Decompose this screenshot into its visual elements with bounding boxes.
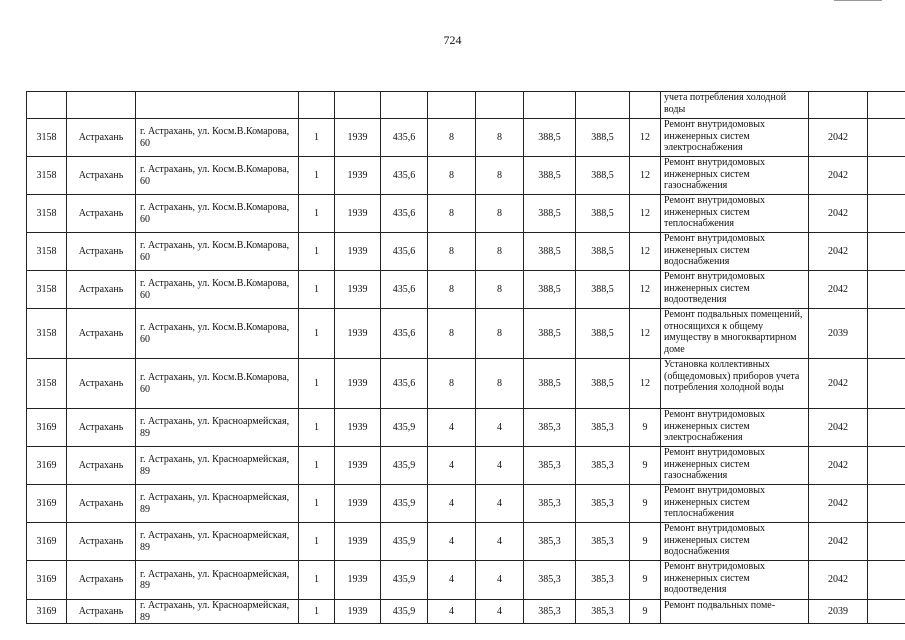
- quantity-cell: 4: [428, 409, 476, 447]
- planned-year-cell: 2042: [809, 195, 868, 233]
- table-cell: [299, 92, 335, 119]
- object-id-cell: 3169: [27, 447, 67, 485]
- empty-cell: [868, 195, 905, 233]
- build-year-cell: 1939: [335, 271, 381, 309]
- work-type-cell: Ремонт внутридомовых инженерных систем теплоснабжения: [661, 485, 809, 523]
- table-row: [27, 409, 905, 447]
- quantity-cell: 8: [428, 359, 476, 409]
- city-cell: Астрахань: [67, 409, 136, 447]
- build-year-cell: 1939: [335, 447, 381, 485]
- city-cell: Астрахань: [67, 600, 136, 624]
- build-year-cell: 1939: [335, 119, 381, 157]
- quantity-cell: 8: [428, 309, 476, 359]
- planned-year-cell: 2042: [809, 561, 868, 600]
- empty-cell: [868, 447, 905, 485]
- empty-cell: [868, 561, 905, 600]
- planned-year-cell: 2042: [809, 271, 868, 309]
- count-cell: 1: [299, 233, 335, 271]
- quantity-cell: 4: [428, 485, 476, 523]
- table-row: [27, 271, 905, 309]
- address-cell: г. Астрахань, ул. Косм.В.Комарова, 60: [136, 157, 299, 195]
- empty-cell: [868, 233, 905, 271]
- count-cell: 1: [299, 485, 335, 523]
- quantity-cell: 4: [428, 447, 476, 485]
- quantity-cell: 4: [476, 447, 524, 485]
- city-cell: Астрахань: [67, 195, 136, 233]
- object-id-cell: 3158: [27, 195, 67, 233]
- work-type-cell: Ремонт внутридомовых инженерных систем водоотведения: [661, 561, 809, 600]
- planned-year-cell: 2042: [809, 157, 868, 195]
- table-cell: [476, 92, 524, 119]
- residents-cell: 12: [630, 309, 661, 359]
- residents-cell: 12: [630, 233, 661, 271]
- empty-cell: [868, 600, 905, 624]
- table-cell: [381, 92, 428, 119]
- total-area-cell: 435,6: [381, 309, 428, 359]
- total-area-cell: 435,9: [381, 409, 428, 447]
- planned-year-cell: 2039: [809, 309, 868, 359]
- planned-year-cell: 2042: [809, 485, 868, 523]
- residents-cell: 9: [630, 600, 661, 624]
- quantity-cell: 4: [428, 561, 476, 600]
- living-area-cell: 388,5: [524, 309, 576, 359]
- total-area-cell: 435,6: [381, 157, 428, 195]
- table-cell: [630, 92, 661, 119]
- table-cell: [136, 92, 299, 119]
- count-cell: 1: [299, 195, 335, 233]
- empty-cell: [868, 485, 905, 523]
- living-area-cell: 385,3: [524, 409, 576, 447]
- planned-year-cell: 2042: [809, 447, 868, 485]
- address-cell: г. Астрахань, ул. Красноармейская, 89: [136, 485, 299, 523]
- build-year-cell: 1939: [335, 359, 381, 409]
- city-cell: Астрахань: [67, 157, 136, 195]
- address-cell: г. Астрахань, ул. Косм.В.Комарова, 60: [136, 195, 299, 233]
- empty-cell: [868, 157, 905, 195]
- empty-cell: [868, 359, 905, 409]
- total-area-cell: 435,6: [381, 233, 428, 271]
- residents-cell: 12: [630, 157, 661, 195]
- city-cell: Астрахань: [67, 233, 136, 271]
- living-area-cell: 385,3: [524, 561, 576, 600]
- table-cell: [576, 92, 630, 119]
- living-area-cell: 385,3: [524, 600, 576, 624]
- count-cell: 1: [299, 409, 335, 447]
- residents-cell: 12: [630, 195, 661, 233]
- work-type-cell: Ремонт внутридомовых инженерных систем газоснабжения: [661, 447, 809, 485]
- city-cell: Астрахань: [67, 359, 136, 409]
- table-row: [27, 561, 905, 600]
- build-year-cell: 1939: [335, 409, 381, 447]
- object-id-cell: 3169: [27, 523, 67, 561]
- city-cell: Астрахань: [67, 485, 136, 523]
- table-cell: [524, 92, 576, 119]
- work-type-cell: Установка коллективных (общедомовых) приборов учета потребления холодной воды: [661, 359, 809, 409]
- city-cell: Астрахань: [67, 119, 136, 157]
- total-area-cell: 435,9: [381, 485, 428, 523]
- table-row: [27, 233, 905, 271]
- living-area-cell: 385,3: [524, 447, 576, 485]
- table-row-partial: [27, 92, 905, 119]
- total-area-cell: 435,9: [381, 523, 428, 561]
- address-cell: г. Астрахань, ул. Красноармейская, 89: [136, 447, 299, 485]
- living-area-cell: 388,5: [576, 309, 630, 359]
- living-area-cell: 388,5: [576, 119, 630, 157]
- planned-year-cell: 2042: [809, 523, 868, 561]
- work-type-cell: Ремонт внутридомовых инженерных систем водоотведения: [661, 271, 809, 309]
- empty-cell: [868, 523, 905, 561]
- planned-year-cell: 2042: [809, 409, 868, 447]
- count-cell: 1: [299, 447, 335, 485]
- count-cell: 1: [299, 561, 335, 600]
- empty-cell: [868, 271, 905, 309]
- build-year-cell: 1939: [335, 309, 381, 359]
- total-area-cell: 435,9: [381, 447, 428, 485]
- table-row: [27, 485, 905, 523]
- quantity-cell: 4: [476, 561, 524, 600]
- page-number: 724: [443, 33, 462, 47]
- living-area-cell: 388,5: [576, 157, 630, 195]
- object-id-cell: 3158: [27, 271, 67, 309]
- count-cell: 1: [299, 359, 335, 409]
- quantity-cell: 8: [476, 157, 524, 195]
- build-year-cell: 1939: [335, 233, 381, 271]
- object-id-cell: 3169: [27, 485, 67, 523]
- empty-cell: [868, 309, 905, 359]
- total-area-cell: 435,6: [381, 119, 428, 157]
- build-year-cell: 1939: [335, 157, 381, 195]
- living-area-cell: 388,5: [576, 359, 630, 409]
- count-cell: 1: [299, 271, 335, 309]
- object-id-cell: 3169: [27, 561, 67, 600]
- total-area-cell: 435,6: [381, 271, 428, 309]
- residents-cell: 12: [630, 119, 661, 157]
- table-cell: [27, 92, 67, 119]
- quantity-cell: 4: [476, 523, 524, 561]
- table-row: [27, 447, 905, 485]
- residents-cell: 9: [630, 409, 661, 447]
- quantity-cell: 8: [428, 233, 476, 271]
- build-year-cell: 1939: [335, 523, 381, 561]
- quantity-cell: 4: [476, 409, 524, 447]
- living-area-cell: 385,3: [576, 447, 630, 485]
- work-type-cell: Ремонт внутридомовых инженерных систем теплоснабжения: [661, 195, 809, 233]
- work-type-cell: учета потребления холодной воды: [661, 92, 809, 119]
- quantity-cell: 8: [476, 233, 524, 271]
- address-cell: г. Астрахань, ул. Косм.В.Комарова, 60: [136, 119, 299, 157]
- living-area-cell: 385,3: [576, 485, 630, 523]
- object-id-cell: 3158: [27, 233, 67, 271]
- living-area-cell: 385,3: [524, 523, 576, 561]
- living-area-cell: 385,3: [524, 485, 576, 523]
- build-year-cell: 1939: [335, 485, 381, 523]
- table-row: [27, 309, 905, 359]
- quantity-cell: 4: [476, 485, 524, 523]
- residents-cell: 9: [630, 561, 661, 600]
- work-type-cell: Ремонт внутридомовых инженерных систем газоснабжения: [661, 157, 809, 195]
- table-row: [27, 157, 905, 195]
- capital-repair-table: [26, 91, 905, 624]
- build-year-cell: 1939: [335, 561, 381, 600]
- work-type-cell: Ремонт внутридомовых инженерных систем водоснабжения: [661, 523, 809, 561]
- object-id-cell: 3158: [27, 157, 67, 195]
- scan-edge-mark: [834, 0, 882, 4]
- living-area-cell: 388,5: [576, 233, 630, 271]
- living-area-cell: 388,5: [524, 359, 576, 409]
- work-type-cell: Ремонт внутридомовых инженерных систем электроснабжения: [661, 409, 809, 447]
- total-area-cell: 435,9: [381, 561, 428, 600]
- planned-year-cell: 2042: [809, 359, 868, 409]
- living-area-cell: 388,5: [524, 119, 576, 157]
- table-row: [27, 195, 905, 233]
- city-cell: Астрахань: [67, 309, 136, 359]
- work-type-cell: Ремонт подвальных помещений, относящихся к общему имуществу в многоквартирном доме: [661, 309, 809, 359]
- quantity-cell: 8: [476, 309, 524, 359]
- city-cell: Астрахань: [67, 523, 136, 561]
- work-type-cell: Ремонт внутридомовых инженерных систем водоснабжения: [661, 233, 809, 271]
- table-cell: [67, 92, 136, 119]
- build-year-cell: 1939: [335, 195, 381, 233]
- living-area-cell: 388,5: [524, 271, 576, 309]
- quantity-cell: 8: [428, 271, 476, 309]
- table-body: [27, 119, 905, 624]
- quantity-cell: 4: [428, 523, 476, 561]
- count-cell: 1: [299, 309, 335, 359]
- residents-cell: 9: [630, 485, 661, 523]
- table-cell: [428, 92, 476, 119]
- address-cell: г. Астрахань, ул. Красноармейская, 89: [136, 523, 299, 561]
- table-row: [27, 523, 905, 561]
- address-cell: г. Астрахань, ул. Косм.В.Комарова, 60: [136, 233, 299, 271]
- quantity-cell: 8: [476, 359, 524, 409]
- table-cell: [809, 92, 868, 119]
- city-cell: Астрахань: [67, 447, 136, 485]
- planned-year-cell: 2042: [809, 233, 868, 271]
- living-area-cell: 388,5: [524, 157, 576, 195]
- address-cell: г. Астрахань, ул. Косм.В.Комарова, 60: [136, 359, 299, 409]
- total-area-cell: 435,6: [381, 359, 428, 409]
- living-area-cell: 388,5: [576, 195, 630, 233]
- quantity-cell: 8: [428, 195, 476, 233]
- quantity-cell: 4: [476, 600, 524, 624]
- address-cell: г. Астрахань, ул. Косм.В.Комарова, 60: [136, 271, 299, 309]
- empty-cell: [868, 409, 905, 447]
- residents-cell: 12: [630, 271, 661, 309]
- planned-year-cell: 2042: [809, 119, 868, 157]
- quantity-cell: 8: [428, 157, 476, 195]
- living-area-cell: 388,5: [576, 271, 630, 309]
- quantity-cell: 4: [428, 600, 476, 624]
- address-cell: г. Астрахань, ул. Косм.В.Комарова, 60: [136, 309, 299, 359]
- address-cell: г. Астрахань, ул. Красноармейская, 89: [136, 561, 299, 600]
- residents-cell: 9: [630, 523, 661, 561]
- work-type-cell: Ремонт внутридомовых инженерных систем электроснабжения: [661, 119, 809, 157]
- table-cell: [868, 92, 905, 119]
- table-cell: [335, 92, 381, 119]
- living-area-cell: 388,5: [524, 195, 576, 233]
- quantity-cell: 8: [476, 195, 524, 233]
- empty-cell: [868, 119, 905, 157]
- object-id-cell: 3158: [27, 359, 67, 409]
- table-row: [27, 119, 905, 157]
- living-area-cell: 385,3: [576, 409, 630, 447]
- object-id-cell: 3158: [27, 119, 67, 157]
- count-cell: 1: [299, 523, 335, 561]
- planned-year-cell: 2039: [809, 600, 868, 624]
- living-area-cell: 388,5: [524, 233, 576, 271]
- city-cell: Астрахань: [67, 561, 136, 600]
- object-id-cell: 3158: [27, 309, 67, 359]
- residents-cell: 9: [630, 447, 661, 485]
- city-cell: Астрахань: [67, 271, 136, 309]
- build-year-cell: 1939: [335, 600, 381, 624]
- total-area-cell: 435,6: [381, 195, 428, 233]
- living-area-cell: 385,3: [576, 561, 630, 600]
- count-cell: 1: [299, 119, 335, 157]
- object-id-cell: 3169: [27, 409, 67, 447]
- count-cell: 1: [299, 600, 335, 624]
- residents-cell: 12: [630, 359, 661, 409]
- quantity-cell: 8: [476, 119, 524, 157]
- quantity-cell: 8: [428, 119, 476, 157]
- quantity-cell: 8: [476, 271, 524, 309]
- count-cell: 1: [299, 157, 335, 195]
- table-row: [27, 359, 905, 409]
- living-area-cell: 385,3: [576, 600, 630, 624]
- living-area-cell: 385,3: [576, 523, 630, 561]
- address-cell: г. Астрахань, ул. Красноармейская, 89: [136, 600, 299, 624]
- total-area-cell: 435,9: [381, 600, 428, 624]
- address-cell: г. Астрахань, ул. Красноармейская, 89: [136, 409, 299, 447]
- table-row: [27, 600, 905, 624]
- work-type-cell: Ремонт подвальных поме-: [661, 600, 809, 624]
- object-id-cell: 3169: [27, 600, 67, 624]
